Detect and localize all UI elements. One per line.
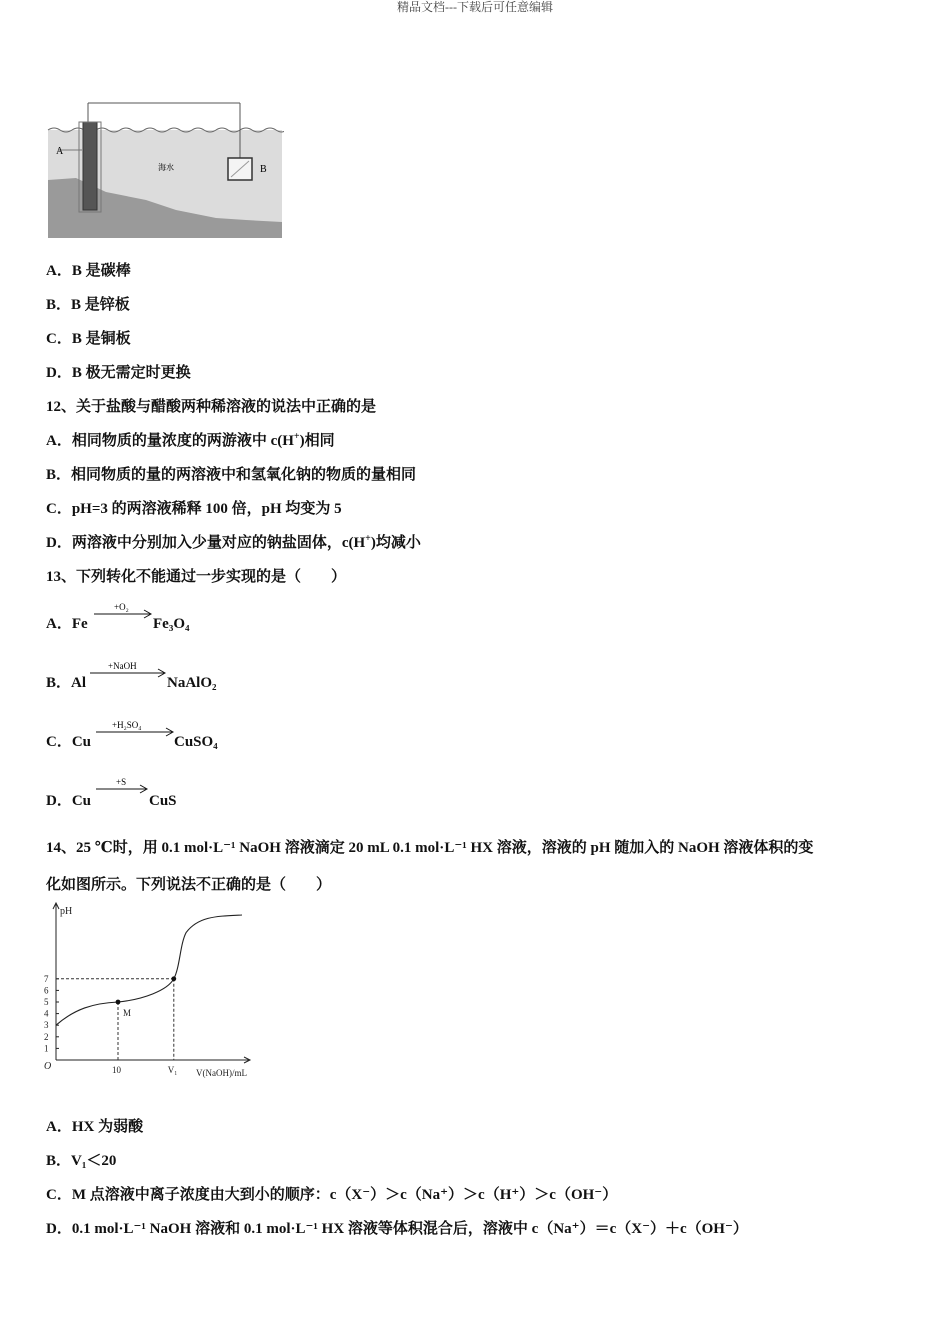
q12-a-sup: + [293, 431, 300, 442]
q11-option-b: B．B 是锌板 [46, 297, 130, 313]
y-tick-label: 3 [44, 1020, 49, 1031]
label-water: 海水 [158, 163, 174, 172]
q14-stem-line2: 化如图所示。下列说法不正确的是（ ） [46, 877, 332, 893]
q14-stem-line1: 14、25 ℃时，用 0.1 mol·L⁻¹ NaOH 溶液滴定 20 mL 0.1 mol·L⁻¹ HX 溶液，溶液的 pH 随加入的 NaOH 溶液体积的变 [46, 840, 814, 856]
q12-option-b: B．相同物质的量的两溶液中和氢氧化钠的物质的量相同 [46, 467, 417, 483]
q13-d-arrow-icon [94, 775, 150, 797]
q12-stem: 12、关于盐酸与醋酸两种稀溶液的说法中正确的是 [46, 399, 377, 415]
q12-option-a [46, 431, 335, 451]
y-tick-label: 1 [44, 1043, 49, 1054]
page-header: 精品文档---下载后可任意编辑 [397, 0, 553, 14]
q13-c-arrow-icon [94, 718, 176, 740]
origin-label: O [44, 1061, 52, 1072]
q13-option-b-product: NaAlO₂ [167, 675, 217, 691]
q14-option-b: B．V₁＜20 [46, 1153, 117, 1169]
y-axis-label: pH [60, 906, 73, 917]
q14-option-a: A．HX 为弱酸 [46, 1119, 144, 1135]
y-tick-label: 4 [44, 1008, 49, 1019]
label-B: B [260, 164, 267, 175]
ph-curve [56, 915, 242, 1025]
q13-option-d-label: D．Cu [46, 793, 92, 809]
q13-a-reagent: +O₂ [114, 602, 129, 612]
q13-option-d-product: CuS [149, 793, 177, 809]
y-tick-label: 7 [44, 973, 49, 984]
x-tick-label: V₁ [167, 1065, 178, 1075]
titration-chart [38, 900, 274, 1084]
y-tick-label: 5 [44, 997, 49, 1007]
q13-b-arrow-icon [88, 659, 168, 681]
q12-d-text: D．两溶液中分别加入少量对应的钠盐固体，c(H [46, 535, 366, 551]
q12-a-text: A．相同物质的量浓度的两游液中 c(H [46, 433, 294, 449]
x-tick-label: 10 [112, 1065, 121, 1075]
q13-a-arrow-icon [92, 600, 154, 622]
q12-a-tail: )相同 [299, 433, 335, 449]
q14-option-d: D．0.1 mol·L⁻¹ NaOH 溶液和 0.1 mol·L⁻¹ HX 溶液等体积混合后，溶液中 c（Na⁺）＝c（X⁻）＋c（OH⁻） [46, 1221, 748, 1237]
q11-option-c: C．B 是铜板 [46, 331, 131, 347]
q13-option-a-product: Fe₃O₄ [153, 616, 190, 632]
q13-option-c-label: C．Cu [46, 734, 92, 750]
q13-c-reagent: +H₂SO₄ [112, 720, 142, 730]
y-tick-label: 6 [44, 985, 49, 996]
q12-option-d [46, 533, 421, 553]
q13-d-reagent: +S [116, 777, 127, 787]
q13-b-reagent: +NaOH [108, 661, 137, 671]
q11-option-a: A．B 是碳棒 [46, 263, 131, 279]
point-v1 [171, 976, 176, 981]
q14-option-c: C．M 点溶液中离子浓度由大到小的顺序：c（X⁻）＞c（Na⁺）＞c（H⁺）＞c（OH⁻） [46, 1187, 618, 1203]
y-tick-label: 2 [44, 1031, 49, 1042]
q13-option-a-label: A．Fe [46, 616, 88, 632]
q12-option-c: C．pH=3 的两溶液稀释 100 倍，pH 均变为 5 [46, 501, 342, 517]
label-A: A [56, 146, 64, 157]
q12-d-sup: + [365, 533, 371, 544]
q12-d-tail: )均减小 [370, 535, 421, 551]
q11-option-d: D．B 极无需定时更换 [46, 365, 191, 381]
q13-option-b-label: B．Al [46, 675, 87, 691]
q13-stem: 13、下列转化不能通过一步实现的是（ ） [46, 569, 347, 585]
seawater-figure [46, 100, 284, 240]
point-m-label: M [123, 1008, 132, 1018]
x-axis-label: V(NaOH)/mL [196, 1068, 247, 1078]
q13-option-c-product: CuSO₄ [174, 734, 218, 750]
point-m [116, 1000, 121, 1005]
